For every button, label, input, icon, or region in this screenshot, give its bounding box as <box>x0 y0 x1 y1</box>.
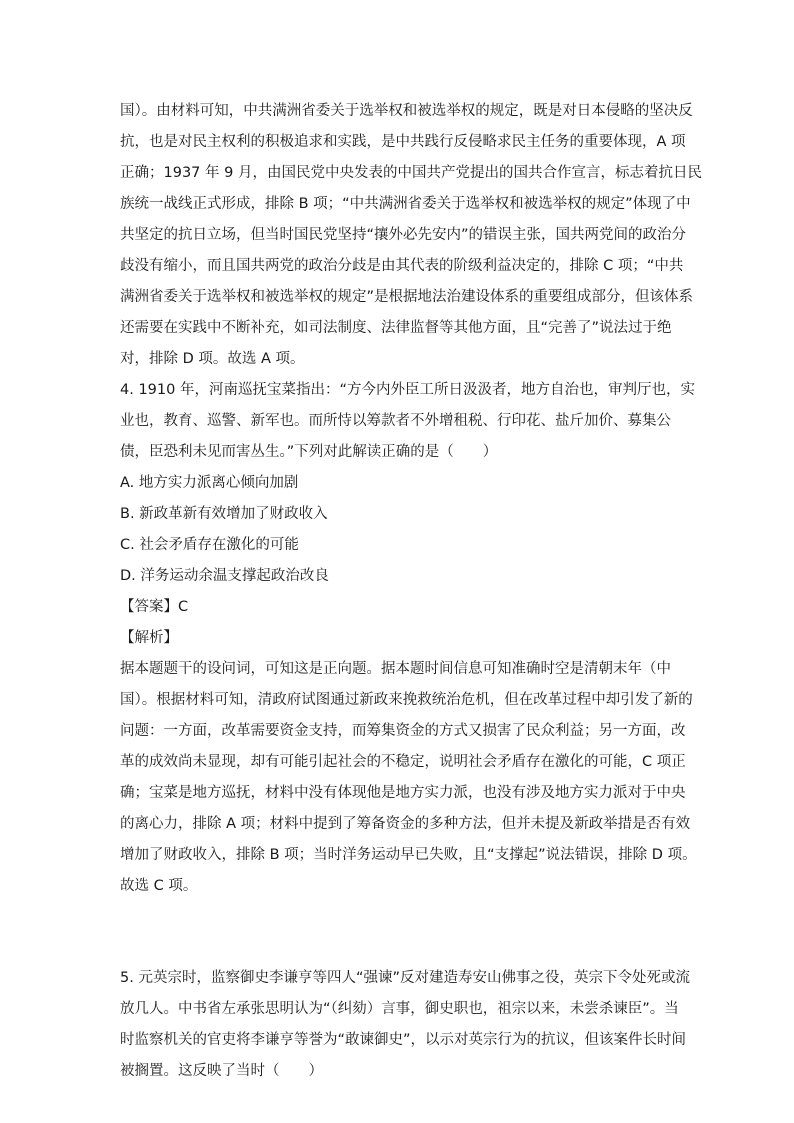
text-line: 对，排除 D 项。故选 A 项。 <box>120 351 305 367</box>
analysis-line: 确；宝菜是地方巡抚，材料中没有体现他是地方实力派，也没有涉及地方实力派对于中央 <box>120 785 686 801</box>
analysis-line: 的离心力，排除 A 项；材料中提到了筹备资金的多种方法，但并未提及新政举措是否有效 <box>120 816 691 832</box>
answer-label: 【答案】C <box>120 599 189 615</box>
text-line: 国）。由材料可知，中共满洲省委关于选举权和被选举权的规定，既是对日本侵略的坚决反 <box>120 103 693 119</box>
analysis-line: 故选 C 项。 <box>120 878 198 894</box>
text-line: 满洲省委关于选举权和被选举权的规定”是根据地法治建设体系的重要组成部分，但该体系 <box>120 289 694 305</box>
previous-question-explanation <box>120 96 702 375</box>
analysis-line: 据本题题干的设问词，可知这是正向题。据本题时间信息可知准确时空是清朝末年（中 <box>120 661 671 677</box>
question-stem-line: 被搁置。这反映了当时（ ） <box>120 1063 323 1079</box>
analysis-line: 革的成效尚未显现，却有可能引起社会的不稳定，说明社会矛盾存在激化的可能，C 项正 <box>120 754 686 770</box>
option-d: D. 洋务运动余温支撑起政治改良 <box>120 568 329 584</box>
text-line: 歧没有缩小，而且国共两党的政治分歧是由其代表的阶级利益决定的，排除 C 项；“中共 <box>120 258 684 274</box>
option-c: C. 社会矛盾存在激化的可能 <box>120 537 299 553</box>
question-stem-line: 放几人。中书省左承张思明认为“（纠劾）言事，御史职也，祖宗以来，未尝杀谏臣”。当 <box>120 1001 679 1017</box>
text-line: 抗，也是对民主权利的积极追求和实践，是中共践行反侵略求民主任务的重要体现，A 项 <box>120 134 686 150</box>
option-a: A. 地方实力派离心倾向加剧 <box>120 475 299 491</box>
analysis-line: 增加了财政收入，排除 B 项；当时洋务运动早已失败，且“支撑起”说法错误，排除 D 项。 <box>120 847 697 863</box>
analysis-line: 国）。根据材料可知，清政府试图通过新政来挽救统治危机，但在改革过程中却引发了新的 <box>120 692 693 708</box>
text-line: 共坚定的抗日立场，但当时国民党坚持“攘外必先安内”的错误主张，国共两党间的政治分 <box>120 227 687 243</box>
analysis-line: 问题：一方面，改革需要资金支持，而筹集资金的方式又损害了民众利益；另一方面，改 <box>120 723 686 739</box>
question-5 <box>120 963 690 1087</box>
question-stem-line: 5. 元英宗时，监察御史李谦亨等四人“强谏”反对建造寿安山佛事之役，英宗下令处死或流 <box>120 970 690 986</box>
question-stem-line: 4. 1910 年，河南巡抚宝菜指出：“方今内外臣工所日汲汲者，地方自治也，审判厅也，实 <box>120 382 695 398</box>
text-line: 族统一战线正式形成，排除 B 项；“中共满洲省委关于选举权和被选举权的规定”体现了中 <box>120 196 691 212</box>
text-line: 还需要在实践中不断补充，如司法制度、法律监督等其他方面，且“完善了”说法过于绝 <box>120 320 672 336</box>
question-4 <box>120 375 697 902</box>
question-stem-line: 债，臣恐利未见而害丛生。”下列对此解读正确的是（ ） <box>120 444 498 460</box>
text-line: 正确；1937 年 9 月，由国民党中央发表的中国共产党提出的国共合作宣言，标志着抗日民 <box>120 165 702 181</box>
option-b: B. 新政革新有效增加了财政收入 <box>120 506 328 522</box>
analysis-label: 【解析】 <box>120 630 178 646</box>
question-stem-line: 业也，教育、巡警、新军也。而所恃以筹款者不外增租税、行印花、盐斤加价、募集公 <box>120 413 671 429</box>
question-stem-line: 时监察机关的官吏将李谦亨等誉为“敢谏御史”，以示对英宗行为的抗议，但该案件长时间 <box>120 1032 687 1048</box>
